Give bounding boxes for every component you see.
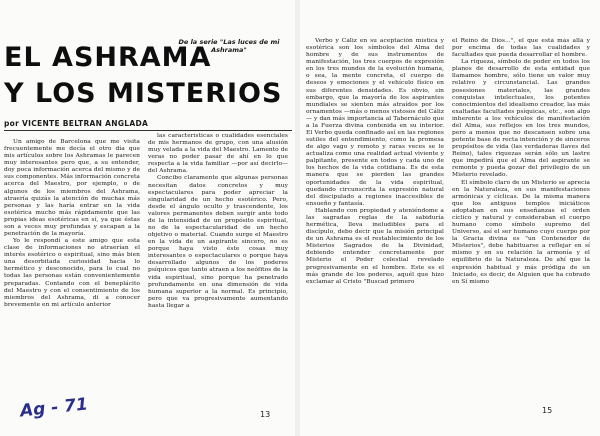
author-byline: por VICENTE BELTRAN ANGLADA	[4, 119, 149, 128]
article-title-line-2: Y LOS MISTERIOS	[4, 78, 283, 109]
left-page-column-2	[148, 133, 288, 405]
paragraph: Yo le respondí a este amigo que esta clase de informaciones no atraerían el interés esotérico o espiritual, sino más bien una desorbitada curiosidad hacia lo hermético y desconocido, para lo cual no todas las personas están convenientemente preparadas. Contando con el beneplácito del Maestro y con el consentimiento de los miembros del Ashrama, di a conocer brevemente en mi artículo anterior	[4, 238, 140, 308]
paragraph: Un amigo de Barcelona que me visita frecuentemente me decía el otro día que mis artículos sobre los Ashramas le parecen muy interesantes pero que, a su entender, doy poca información acerca del mismo y de sus componentes. Más información concreta acerca del Maestro, por ejemplo, o de algunos de los miembros del Ashrama, atraería quizás la atención de muchas más personas y las haría entrar en la vida esotérica mucho más rápidamente que las propias ideas esotéricas en sí, ya que éstas son a veces muy profundas y escapan a la penetración de la mayoría.	[4, 139, 140, 238]
paragraph: El símbolo claro de un Misterio se aprecia en la Naturaleza, en sus manifestaciones armónicas y cíclicas. De la misma manera que los antiguos templos iniciáticos adoptaban en sus enseñanzas el orden cíclico y natural y consideraban el cuerpo humano como símbolo supremo del Universo, así el ser humano cuyo cuerpo por la Gracia divina es "un Contenedor de Misterios", debe habituarse a reflejar en sí mismo y en su relación la armonía y el equilibrio de la Naturaleza. De ahí que la expresión habitual y más pródiga de un Iniciado, es decir, de Alguien que ha cobrado en Sí mismo	[452, 179, 590, 285]
handwritten-note: Ag - 71	[19, 394, 89, 422]
right-page	[300, 0, 600, 436]
page-number-right: 15	[542, 406, 553, 415]
paragraph: las características o cualidades esenciales de mis hermanos de grupo, con una alusión muy velada a la vida del Maestro. Lamento de veras no poder pasar de ahí en lo que respecta a la vida familiar —por así decirlo— del Ashrama.	[148, 133, 288, 175]
left-page-column-1	[4, 139, 140, 405]
paragraph: el Reino de Dios...", el que está más allá y por encima de todas las cualidades y facultades que pueda desarrollar el hombre.	[452, 38, 590, 59]
byline-rule	[4, 130, 292, 131]
series-note: De la serie "Las luces de mi Ashrama"	[178, 38, 280, 55]
paragraph: Hablando con propiedad y ateniéndome a las sagradas reglas de la sabiduría hermética, lleva ineludibles para el discípulo, debo decir que la misión principal de un Ashrama es el restablecimiento de los Misterios Sagrados de la Divinidad, debiendo entender concretamente por Misterio el Poder celestial revelado progresivamente en el hombre. Este es el más grande de los poderes, aquél que hizo exclamar al Cristo "Buscad primero	[306, 207, 444, 285]
paragraph: Verbo y Cáliz en su aceptación mística y esotérica son los símbolos del Alma del hombre y de sus instrumentos de manifestación, los tres cuerpos de expresión en los tres mundos de la evolución humana, o sea, la mente concreta, el cuerpo de deseos y emociones y el vehículo físico en sus diferentes densidades. Es obvio, sin embargo, que la mayoría de los aspirantes mundiales se sienten más atraídos por los ornamentos —más o menos vistosos del Cáliz— y dan más importancia al Tabernáculo que a la Fuerza divina contenida en su interior. El Verbo queda confinado así en las regiones sutiles del entendimiento, como la promesa de algo vago y remoto y raras veces se le actualiza como una realidad actual viviente y palpitante, presente en todos y cada uno de los hechos de la vida cotidiana. Es de esta manera que se pierden las grandes oportunidades de la vida espiritual, quedando circunscrita la expresión natural del discipulado a regiones inaccesibles de ensueño y fantasía.	[306, 38, 444, 207]
paragraph: Concibo claramente que algunas personas necesitan datos concretos y muy espectaculares para poder apreciar la singularidad de un hecho esotérico. Pero, desde el ángulo oculto y trascendente, los valores permanentes deben surgir ante todo de la intensidad de un propósito espiritual, no de la espectacularidad de un hecho objetivo o material. Cuando surge el Maestro en la vida de un aspirante sincero, no es porque haya visto éste cosas muy interesantes o espectaculares o porque haya desarrollado algunos de los poderes psíquicos que tanto atraen a los neófitos de la vida espiritual, sino porque ha penetrado profundamente en una dimensión de vida humana superior a la normal. Es principio, pero que va progresivamente aumentando hasta llegar a	[148, 175, 288, 309]
paragraph: La riqueza, símbolo de poder en todos los planos de desarrollo de esta entidad que llamamos hombre, sólo tiene un valor muy relativo y circunstancial. Las grandes posesiones materiales, las grandes conquistas intelectuales, los potentes conocimientos del idealismo creador, las más exaltadas facultades psíquicas, etc., son algo inherente a los vehículos de manifestación del Alma, sus reflejos en los tres mundos, pero a menos que no descansen sobre una potente base de recta intención y de sinceros propósitos de vida (las verdaderas llaves del Reino), tales riquezas serán sólo un lastre que impedirá que el Alma del aspirante se remonte y pueda gozar del privilegio de un Misterio revelado.	[452, 59, 590, 179]
right-page-column-2	[452, 38, 590, 400]
left-page	[0, 0, 295, 436]
page-number-left: 13	[260, 410, 271, 419]
article-title-line-1: EL ASHRAMA	[4, 42, 212, 73]
right-page-column-1	[306, 38, 444, 400]
